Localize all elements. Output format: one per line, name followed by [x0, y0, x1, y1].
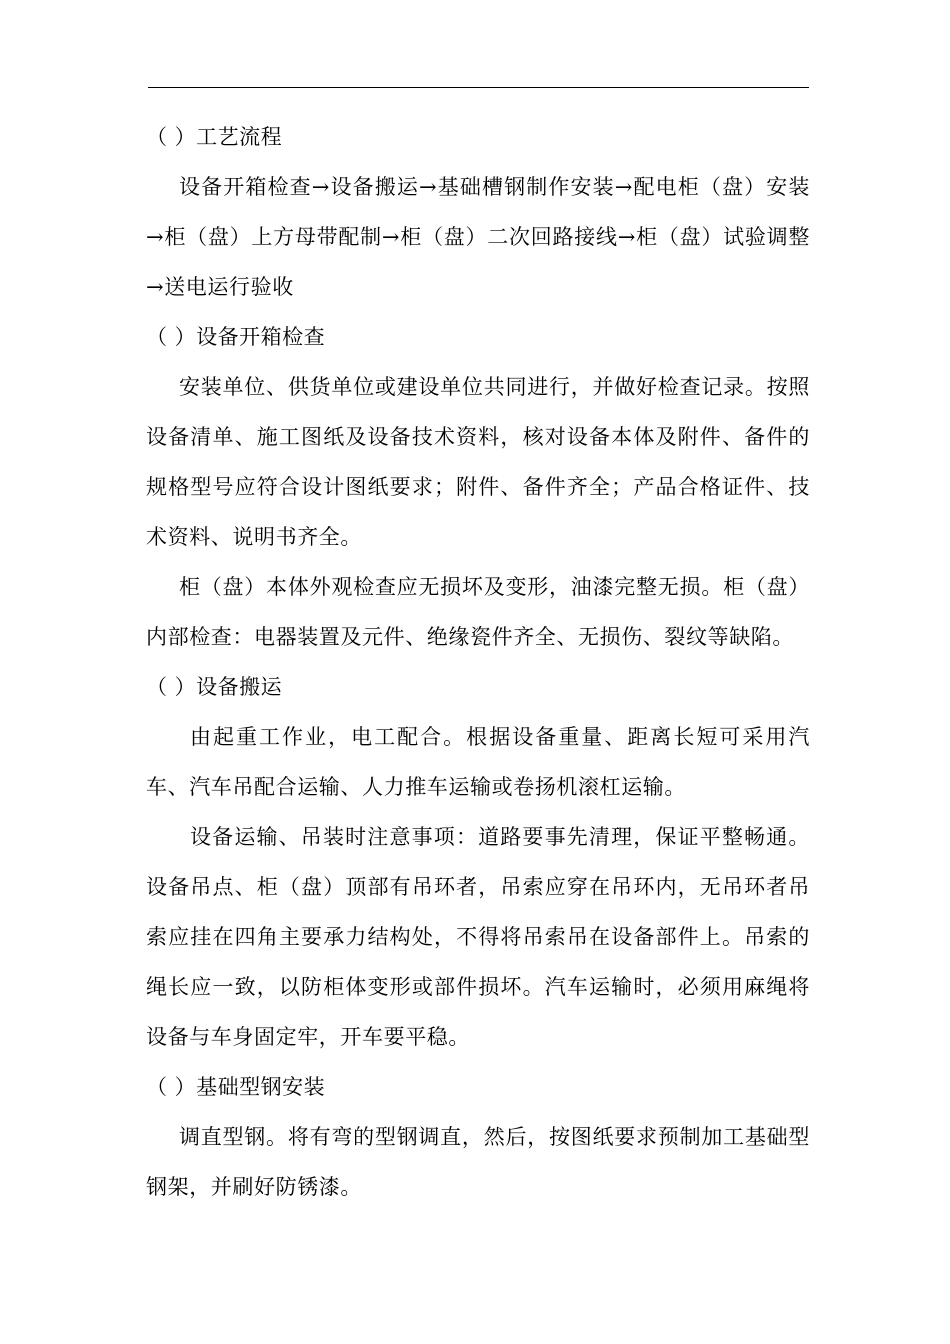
section-heading-process-flow: （ ）工艺流程 — [146, 125, 283, 149]
paragraph-process-flow: 设备开箱检查→设备搬运→基础槽钢制作安装→配电柜（盘）安装→柜（盘）上方母带配制→柜（盘）二次回路接线→柜（盘）试验调整→送电运行验收 — [146, 175, 810, 299]
paragraph-base-steel-installation: 调直型钢。将有弯的型钢调直，然后，按图纸要求预制加工基础型钢架，并刷好防锈漆。 — [146, 1125, 810, 1199]
header-rule — [148, 87, 809, 88]
document-body — [146, 112, 810, 1212]
paragraph-equipment-transport-1: 由起重工作业，电工配合。根据设备重量、距离长短可采用汽车、汽车吊配合运输、人力推车运输或卷扬机滚杠运输。 — [146, 725, 810, 799]
paragraph-equipment-transport-2: 设备运输、吊装时注意事项：道路要事先清理，保证平整畅通。设备吊点、柜（盘）顶部有吊环者，吊索应穿在吊环内，无吊环者吊索应挂在四角主要承力结构处，不得将吊索吊在设备部件上。吊索的绳长应一致，以防柜体变形或部件损坏。汽车运输时，必须用麻绳将设备与车身固定牢，开车要平稳。 — [146, 825, 810, 1049]
section-heading-equipment-transport: （ ）设备搬运 — [146, 675, 283, 699]
paragraph-unpacking-inspection-1: 安装单位、供货单位或建设单位共同进行，并做好检查记录。按照设备清单、施工图纸及设备技术资料，核对设备本体及附件、备件的规格型号应符合设计图纸要求；附件、备件齐全；产品合格证件、技术资料、说明书齐全。 — [146, 375, 810, 549]
section-heading-base-steel-installation: （ ）基础型钢安装 — [146, 1075, 326, 1099]
section-heading-unpacking-inspection: （ ）设备开箱检查 — [146, 325, 326, 349]
paragraph-unpacking-inspection-2: 柜（盘）本体外观检查应无损坏及变形，油漆完整无损。柜（盘）内部检查：电器装置及元件、绝缘瓷件齐全、无损伤、裂纹等缺陷。 — [146, 575, 810, 649]
